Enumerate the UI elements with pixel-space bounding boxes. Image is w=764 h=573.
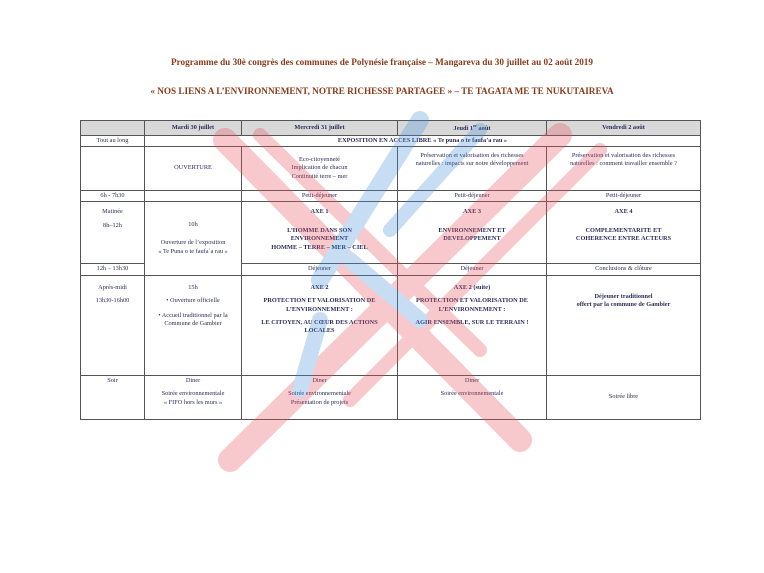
vendredi-petit-dej: Petit-déjeuner [547, 190, 701, 201]
row-label: Tout au long [81, 135, 145, 146]
program-table [80, 120, 701, 420]
vendredi-theme: Préservation et valorisation des richesses naturelles : comment travailler ensemble ? [547, 146, 701, 190]
row-label: Soir [81, 375, 145, 419]
mercredi-axe1: AXE 1 L’HOMME DANS SON ENVIRONNEMENT HOMME – TERRE – MER – CIEL [242, 202, 398, 264]
table-header-row [81, 121, 701, 136]
jeudi-axe3: AXE 3 ENVIRONNEMENT ET DEVELOPPEMENT [398, 202, 547, 264]
jeudi-theme: Préservation et valorisation des richesses naturelles : impacts sur notre développement [398, 146, 547, 190]
table-row-matinee [81, 202, 701, 264]
table-row-apres-midi [81, 275, 701, 375]
mardi-empty [145, 190, 242, 201]
row-label: 6h - 7h30 [81, 190, 145, 201]
mercredi-dejeuner: Déjeuner [242, 264, 398, 275]
mercredi-petit-dej: Petit-déjeuner [242, 190, 398, 201]
mardi-soir: Diner Soirée environnementale « FIFO hors les murs » [145, 375, 242, 419]
row-label-matinee: Matinée 8h–12h [81, 202, 145, 264]
jeudi-dejeuner: Déjeuner [398, 264, 547, 275]
mardi-apres-midi: 15h • Ouverture officielle • Accueil traditionnel par la Commune de Gambier [145, 275, 242, 375]
table-row-soir [81, 375, 701, 419]
table-row-themes [81, 146, 701, 190]
table-row-tout-au-long [81, 135, 701, 146]
list-item: • Ouverture officielle [166, 297, 220, 305]
header-vendredi: Vendredi 2 août [547, 121, 701, 136]
header-empty [81, 121, 145, 136]
document-subtitle: « NOS LIENS A L’ENVIRONNEMENT, NOTRE RICHESSE PARTAGEE » – TE TAGATA ME TE NUKUTAIREVA [150, 86, 614, 96]
row-label: 12h – 13h30 [81, 264, 145, 275]
vendredi-soir: Soirée libre [547, 375, 701, 419]
header-mercredi: Mercredi 31 juillet [242, 121, 398, 136]
header-jeudi: Jeudi 1er août [398, 121, 547, 136]
mardi-theme: OUVERTURE [145, 146, 242, 190]
jeudi-petit-dej: Petit-déjeuner [398, 190, 547, 201]
vendredi-conclusions: Conclusions & clôture [547, 264, 701, 275]
jeudi-axe2-suite: AXE 2 (suite) PROTECTION ET VALORISATION DE L’ENVIRONNEMENT : AGIR ENSEMBLE, SUR LE TERRAIN ! [398, 275, 547, 375]
document-title: Programme du 30è congrès des communes de Polynésie française – Mangareva du 30 juillet au 02 août 2019 [171, 57, 593, 67]
jeudi-soir: Diner Soirée environnementale [398, 375, 547, 419]
header-mardi: Mardi 30 juillet [145, 121, 242, 136]
mardi-matinee: 10h Ouverture de l’exposition « Te Puna o te faufa`a rau » [145, 202, 242, 275]
vendredi-dejeuner-traditionnel: Déjeuner traditionnel offert par la commune de Gambier [547, 275, 701, 375]
exposition-cell: EXPOSITION EN ACCES LIBRE « Te puna o te faufa’a rau » [145, 135, 701, 146]
row-label-apres-midi: Après-midi 13h30-16h00 [81, 275, 145, 375]
list-item: • Accueil traditionnel par la Commune de Gambier [158, 311, 228, 327]
row-label-empty [81, 146, 145, 190]
vendredi-axe4: AXE 4 COMPLEMENTARITE ET COHERENCE ENTRE ACTEURS [547, 202, 701, 264]
mercredi-axe2: AXE 2 PROTECTION ET VALORISATION DE L’ENVIRONNEMENT : LE CITOYEN, AU CŒUR DES ACTIONS LOCALES [242, 275, 398, 375]
mercredi-soir: Diner Soirée environnementale Présentation de projets [242, 375, 398, 419]
table-row-petit-dejeuner [81, 190, 701, 201]
mercredi-theme: Eco-citoyenneté Implication de chacun Continuité terre – mer [242, 146, 398, 190]
